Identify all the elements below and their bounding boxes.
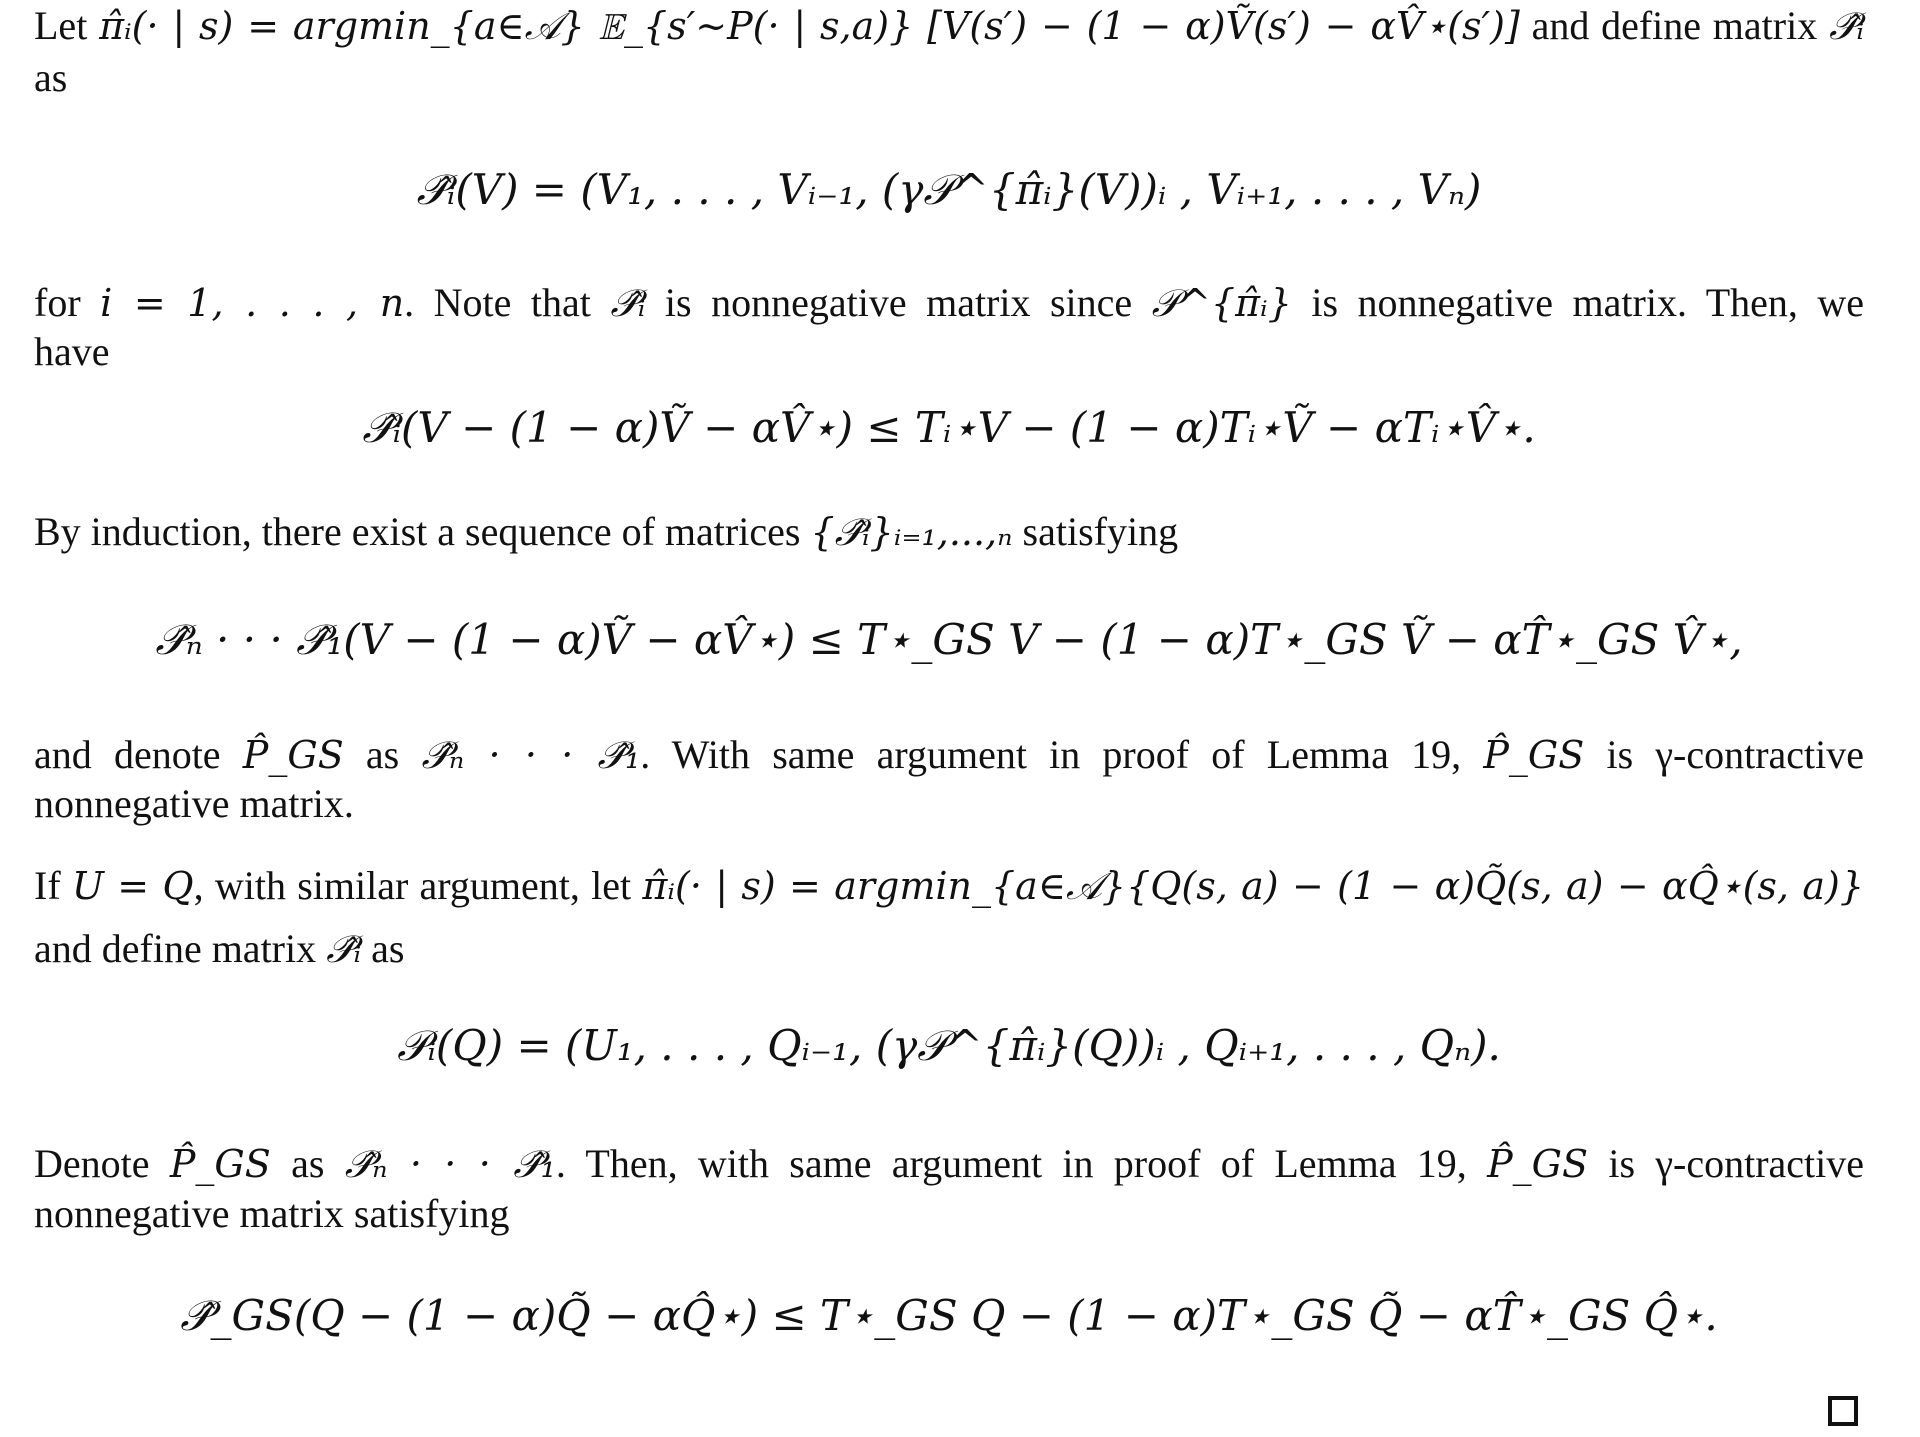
- paragraph-3: [34, 508, 1864, 556]
- equation-4: 𝒫ᵢ(Q) = (U₁, . . . , Qᵢ₋₁, (γ𝒫^{π̂ᵢ}(Q))ᵢ , Qᵢ₊₁, . . . , Qₙ).: [397, 1021, 1501, 1070]
- text-span: . Note that: [404, 280, 611, 325]
- math-inline: 𝒫^{π̂ᵢ}: [1151, 281, 1292, 325]
- text-span: , with similar argument, let: [193, 863, 643, 908]
- paragraph-2-line-2: have: [34, 329, 110, 374]
- math-inline: 𝒫̂ᵢ: [610, 281, 646, 325]
- math-inline: 𝒫̂ₙ · · · 𝒫̂₁: [421, 733, 641, 777]
- math-inline: π̂ᵢ(· | s) = argmin_{a∈𝒜}{Q(s, a) − (1 − α)Q̃(s, a) − αQ̂⋆(s, a)}: [642, 864, 1864, 908]
- paragraph-4-line-2: nonnegative matrix.: [34, 781, 354, 826]
- paragraph-5-line-1: [34, 862, 1864, 910]
- equation-2: 𝒫̂ᵢ(V − (1 − α)Ṽ − αV̂⋆) ≤ Tᵢ⋆V − (1 − α)Tᵢ⋆Ṽ − αTᵢ⋆V̂⋆.: [362, 403, 1536, 452]
- equation-3: 𝒫̂ₙ · · · 𝒫̂₁(V − (1 − α)Ṽ − αV̂⋆) ≤ T⋆_GS V − (1 − α)T⋆_GS Ṽ − αT̂⋆_GS V̂⋆,: [155, 615, 1743, 664]
- qed-square-icon: [1828, 1396, 1858, 1426]
- text-span: . Then, with same argument in proof of Lemma 19,: [555, 1141, 1488, 1186]
- math-inline: P̂_GS: [169, 1142, 271, 1186]
- text-span: is nonnegative matrix. Then, we: [1291, 280, 1865, 325]
- math-inline: π̂ᵢ(· | s) = argmin_{a∈𝒜} 𝔼_{s′∼P(· | s,a)} [V(s′) − (1 − α)Ṽ(s′) − αV̂⋆(s′)]: [99, 4, 1520, 48]
- text-span: Let: [34, 3, 100, 48]
- text-span: is γ-contractive: [1584, 732, 1865, 777]
- text-span: as: [361, 926, 405, 971]
- math-inline: i = 1, . . . , n: [100, 281, 405, 325]
- math-inline: {𝒫̂ᵢ}ᵢ₌₁,...,ₙ: [810, 510, 1013, 554]
- math-inline: 𝒫̂ₙ · · · 𝒫̂₁: [344, 1142, 556, 1186]
- text-span: . With same argument in proof of Lemma 19,: [640, 732, 1484, 777]
- text-span: and define matrix: [34, 926, 327, 971]
- paragraph-4-line-1: [34, 731, 1864, 779]
- equation-5: 𝒫̂_GS(Q − (1 − α)Q̃ − αQ̂⋆) ≤ T⋆_GS Q − (1 − α)T⋆_GS Q̃ − αT̂⋆_GS Q̂⋆.: [180, 1291, 1718, 1340]
- text-span: If: [34, 863, 72, 908]
- paragraph-1-line-2: as: [34, 55, 68, 100]
- math-inline: 𝒫̂ᵢ: [1828, 4, 1864, 48]
- paragraph-6-line-1: [34, 1140, 1864, 1188]
- text-span: Denote: [34, 1141, 170, 1186]
- math-inline: P̂_GS: [1487, 1142, 1589, 1186]
- text-span: and denote: [34, 732, 243, 777]
- text-span: and define matrix: [1519, 3, 1829, 48]
- paragraph-2-line-1: [34, 279, 1864, 327]
- paragraph-5-line-2: [34, 925, 1864, 973]
- math-inline: P̂_GS: [1483, 733, 1585, 777]
- text-span: is γ-contractive: [1588, 1141, 1865, 1186]
- paragraph-1-line-1: [34, 2, 1864, 50]
- text-span: satisfying: [1012, 509, 1179, 554]
- equation-1: 𝒫̂ᵢ(V) = (V₁, . . . , Vᵢ₋₁, (γ𝒫^{π̂ᵢ}(V))ᵢ , Vᵢ₊₁, . . . , Vₙ): [416, 165, 1482, 214]
- text-span: as: [343, 732, 422, 777]
- text-span: By induction, there exist a sequence of matrices: [34, 509, 811, 554]
- paragraph-6-line-2: nonnegative matrix satisfying: [34, 1191, 510, 1236]
- text-span: for: [34, 280, 101, 325]
- math-inline: 𝒫̂ᵢ: [326, 927, 362, 971]
- text-span: as: [270, 1141, 345, 1186]
- math-inline: P̂_GS: [242, 733, 344, 777]
- text-span: is nonnegative matrix since: [645, 280, 1152, 325]
- math-inline: U = Q: [71, 864, 194, 908]
